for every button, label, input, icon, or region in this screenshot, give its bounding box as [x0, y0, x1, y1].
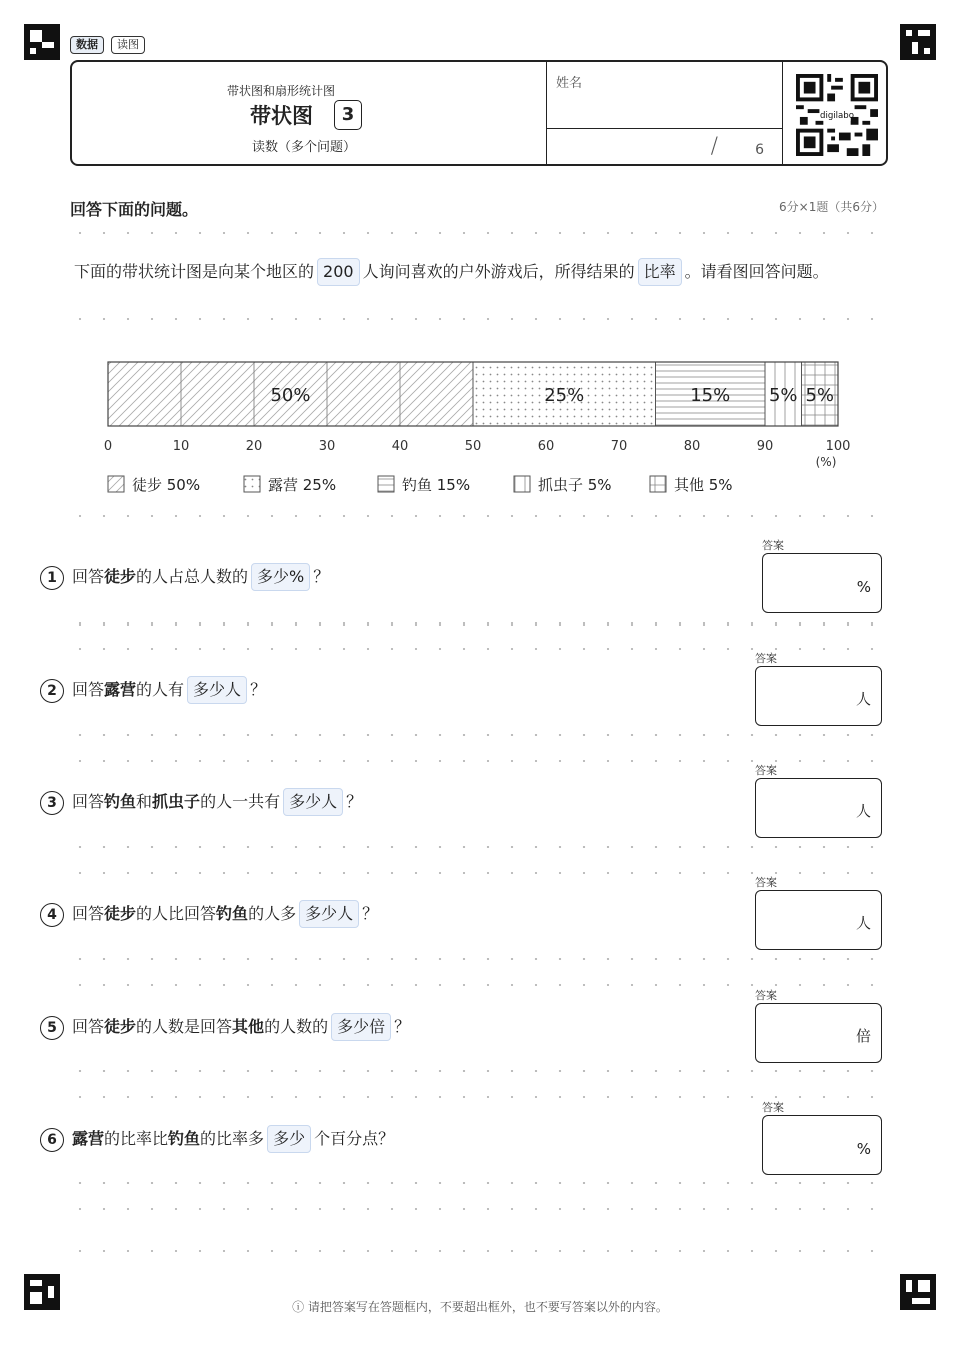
legend-swatch: [650, 476, 666, 492]
question-number: 5: [40, 1016, 64, 1040]
band-chart: [60, 350, 900, 500]
intro-text: [74, 254, 884, 289]
dotted-guide: [68, 872, 890, 874]
worksheet-header: [70, 60, 888, 166]
question-text: 回答: [72, 1017, 105, 1036]
question-text: 回答: [72, 680, 105, 699]
answer-box[interactable]: [762, 553, 882, 613]
question-number: 2: [40, 679, 64, 703]
legend-label: 徒步 50%: [132, 476, 201, 494]
question-keyword: 徒步: [104, 1017, 137, 1036]
highlight-count: 200: [317, 258, 360, 286]
question-end: ？: [313, 567, 330, 586]
intro-part: 下面的带状统计图是向某个地区的: [74, 262, 315, 281]
intro-part: 。请看图回答问题。: [684, 262, 829, 281]
x-tick-label: 90: [756, 439, 774, 454]
question-end: ？: [346, 792, 363, 811]
x-tick-label: 60: [537, 439, 555, 454]
name-label: 姓名: [556, 76, 583, 91]
answer-box[interactable]: [755, 666, 882, 726]
question-keyword: 徒步: [104, 904, 137, 923]
question-text: 的比率多: [200, 1129, 265, 1148]
legend-label: 抓虫子 5%: [538, 476, 612, 494]
dotted-guide: [68, 984, 890, 986]
dotted-guide: [68, 958, 890, 960]
question-text: 的人比回答: [136, 904, 217, 923]
answer-unit: 人: [855, 914, 871, 932]
segment-label: 15%: [690, 385, 731, 406]
tag-read-graph: 读图: [111, 36, 145, 54]
question-end: ？: [250, 680, 267, 699]
points-info: 6分×1题（共6分）: [779, 200, 884, 214]
answer-unit: 倍: [855, 1027, 871, 1045]
question-text: 回答: [72, 904, 105, 923]
question-highlight: 多少: [267, 1125, 311, 1153]
question-keyword: 钓鱼: [168, 1129, 201, 1148]
corner-marker-icon: [24, 24, 60, 60]
legend-swatch: [244, 476, 260, 492]
question-4: [40, 900, 378, 928]
question-number: 1: [40, 566, 64, 590]
question-text: 的比率比: [104, 1129, 169, 1148]
dotted-guide: [68, 624, 890, 626]
qr-code-icon: [796, 74, 878, 156]
question-6: [40, 1125, 394, 1153]
x-tick-label: 80: [683, 439, 701, 454]
question-highlight: 多少%: [251, 563, 310, 591]
x-tick-label: 40: [391, 439, 409, 454]
highlight-keyword: 比率: [638, 258, 682, 286]
answer-box[interactable]: [755, 890, 882, 950]
x-tick-label: 20: [245, 439, 263, 454]
answer-label: 答案: [755, 652, 777, 665]
question-keyword: 抓虫子: [152, 792, 201, 811]
divider: [546, 128, 782, 129]
x-tick-label: 50: [464, 439, 482, 454]
question-keyword: 钓鱼: [216, 904, 249, 923]
dotted-guide: [68, 1096, 890, 1098]
question-number: 4: [40, 903, 64, 927]
question-5: [40, 1013, 410, 1041]
x-tick-label: 100: [825, 439, 851, 454]
legend-swatch: [514, 476, 530, 492]
score-slash: /: [710, 134, 718, 159]
answer-label: 答案: [762, 539, 784, 552]
question-text: 的人数是回答: [136, 1017, 233, 1036]
unit-subtitle: 带状图和扇形统计图: [226, 84, 335, 98]
segment-label: 5%: [768, 385, 798, 406]
title-block: [72, 62, 547, 164]
dotted-guide: [68, 846, 890, 848]
question-keyword: 其他: [232, 1017, 265, 1036]
question-text: 回答: [72, 792, 105, 811]
dotted-guide: [68, 1070, 890, 1072]
answer-box[interactable]: [755, 778, 882, 838]
footer-note: ⓘ 请把答案写在答题框内，不要超出框外，也不要写答案以外的内容。: [292, 1300, 668, 1314]
dotted-guide: [68, 760, 890, 762]
section-title: 回答下面的问题。: [70, 200, 199, 219]
x-tick-label: 0: [103, 439, 113, 454]
dotted-guide: [68, 1250, 890, 1252]
answer-unit: 人: [855, 802, 871, 820]
x-tick-label: 70: [610, 439, 628, 454]
answer-label: 答案: [755, 989, 777, 1002]
answer-box[interactable]: [762, 1115, 882, 1175]
question-end: ？: [394, 1017, 411, 1036]
question-3: [40, 788, 362, 816]
total-score: 6: [755, 142, 764, 158]
segment-label: 50%: [270, 385, 311, 406]
question-text: 的人占总人数的: [136, 567, 249, 586]
question-text: 的人多: [248, 904, 297, 923]
x-tick-label: 10: [172, 439, 190, 454]
dotted-guide: [68, 515, 890, 517]
answer-label: 答案: [755, 876, 777, 889]
answer-label: 答案: [755, 764, 777, 777]
answer-box[interactable]: [755, 1003, 882, 1063]
question-highlight: 多少人: [187, 676, 247, 704]
question-keyword: 露营: [72, 1129, 105, 1148]
dotted-guide: [68, 318, 890, 320]
legend-label: 其他 5%: [674, 476, 733, 494]
page-description: 读数（多个问题）: [252, 140, 357, 155]
question-highlight: 多少倍: [331, 1013, 391, 1041]
question-end: ？: [362, 904, 379, 923]
question-text: 和: [136, 792, 153, 811]
answer-unit: %: [856, 578, 871, 596]
intro-part: 人询问喜欢的户外游戏后，所得结果的: [362, 262, 635, 281]
question-text: 回答: [72, 567, 105, 586]
legend-swatch: [378, 476, 394, 492]
x-unit-label: (%): [815, 455, 837, 469]
question-keyword: 徒步: [104, 567, 137, 586]
dotted-guide: [68, 622, 890, 624]
question-keyword: 钓鱼: [104, 792, 137, 811]
page-title: 带状图: [250, 104, 313, 128]
question-text: 的人一共有: [200, 792, 281, 811]
segment-label: 5%: [805, 385, 835, 406]
dotted-guide: [68, 734, 890, 736]
qr-label: digilabo: [820, 111, 854, 122]
question-highlight: 多少人: [299, 900, 359, 928]
question-text: 的人有: [136, 680, 185, 699]
question-number: 3: [40, 791, 64, 815]
question-highlight: 多少人: [283, 788, 343, 816]
answer-label: 答案: [762, 1101, 784, 1114]
question-end: 个百分点？: [314, 1129, 395, 1148]
dotted-guide: [68, 1208, 890, 1210]
tag-data: 数据: [70, 36, 104, 54]
question-text: 的人数的: [264, 1017, 329, 1036]
question-number: 6: [40, 1128, 64, 1152]
dotted-guide: [68, 1182, 890, 1184]
question-2: [40, 676, 266, 704]
worksheet-number: 3: [334, 100, 362, 130]
x-tick-label: 30: [318, 439, 336, 454]
segment-label: 25%: [544, 385, 585, 406]
answer-unit: 人: [855, 690, 871, 708]
legend-label: 露营 25%: [268, 476, 337, 494]
question-keyword: 露营: [104, 680, 137, 699]
dotted-guide: [68, 232, 890, 234]
dotted-guide: [68, 648, 890, 650]
legend-label: 钓鱼 15%: [402, 476, 471, 494]
legend-swatch: [108, 476, 124, 492]
question-1: [40, 563, 329, 591]
corner-marker-icon: [900, 24, 936, 60]
name-score-block: [546, 62, 783, 164]
answer-unit: %: [856, 1140, 871, 1158]
